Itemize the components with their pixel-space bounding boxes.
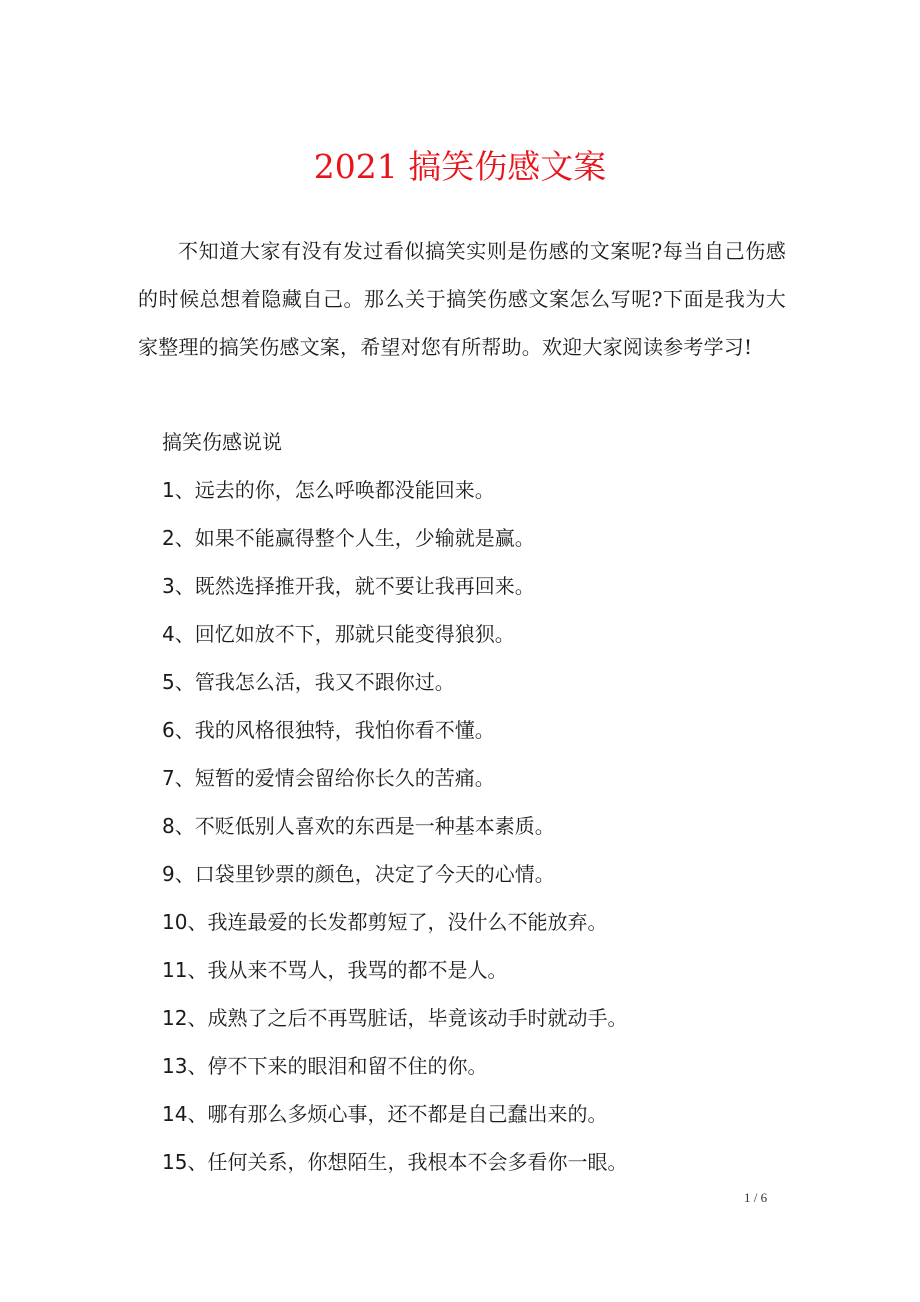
list-item (162, 802, 627, 850)
list-item (162, 850, 627, 898)
item-text: 、我的风格很独特，我怕你看不懂。 (174, 718, 495, 742)
item-number: 3 (162, 574, 175, 598)
item-number: 9 (162, 862, 175, 886)
document-title: 2021 搞笑伤感文案 (313, 147, 607, 186)
item-text: 、成熟了之后不再骂脏话，毕竟该动手时就动手。 (187, 1006, 628, 1030)
item-number: 8 (162, 814, 175, 838)
list-item (162, 610, 627, 658)
list-item (162, 898, 627, 946)
section-heading: 搞笑伤感说说 (162, 430, 282, 454)
list-item (162, 994, 627, 1042)
intro-paragraph: 不知道大家有没有发过看似搞笑实则是伤感的文案呢?每当自己伤感的时候总想着隐藏自己。那么关于搞笑伤感文案怎么写呢?下面是我为大家整理的搞笑伤感文案，希望对您有所帮助。欢迎大家阅读参考学习! (138, 239, 786, 359)
list-item (162, 514, 627, 562)
item-text: 、哪有那么多烦心事，还不都是自己蠢出来的。 (187, 1102, 608, 1126)
item-text: 、如果不能赢得整个人生，少输就是赢。 (174, 526, 535, 550)
item-number: 12 (162, 1006, 188, 1030)
list-item (162, 754, 627, 802)
item-number: 10 (162, 910, 188, 934)
item-text: 、既然选择推开我，就不要让我再回来。 (174, 574, 535, 598)
list-item (162, 658, 627, 706)
list-item (162, 1090, 627, 1138)
list-item (162, 946, 627, 994)
item-text: 、回忆如放不下，那就只能变得狼狈。 (174, 622, 515, 646)
item-number: 13 (162, 1054, 188, 1078)
list-item (162, 1138, 627, 1186)
item-text: 、我连最爱的长发都剪短了，没什么不能放弃。 (187, 910, 608, 934)
item-number: 2 (162, 526, 175, 550)
item-text: 、管我怎么活，我又不跟你过。 (174, 670, 455, 694)
item-text: 、我从来不骂人，我骂的都不是人。 (187, 958, 508, 982)
quote-list (162, 466, 627, 1186)
item-number: 7 (162, 766, 175, 790)
item-number: 1 (162, 478, 175, 502)
item-number: 15 (162, 1150, 188, 1174)
item-number: 14 (162, 1102, 188, 1126)
list-item (162, 706, 627, 754)
item-number: 6 (162, 718, 175, 742)
list-item (162, 1042, 627, 1090)
item-number: 11 (162, 958, 188, 982)
item-text: 、口袋里钞票的颜色，决定了今天的心情。 (174, 862, 555, 886)
item-number: 5 (162, 670, 175, 694)
item-text: 、停不下来的眼泪和留不住的你。 (187, 1054, 488, 1078)
item-text: 、不贬低别人喜欢的东西是一种基本素质。 (174, 814, 555, 838)
list-item (162, 466, 627, 514)
list-item (162, 562, 627, 610)
item-text: 、远去的你，怎么呼唤都没能回来。 (174, 478, 495, 502)
item-text: 、短暂的爱情会留给你长久的苦痛。 (174, 766, 495, 790)
page-number: 1 / 6 (744, 1190, 768, 1205)
item-number: 4 (162, 622, 175, 646)
item-text: 、任何关系，你想陌生，我根本不会多看你一眼。 (187, 1150, 628, 1174)
